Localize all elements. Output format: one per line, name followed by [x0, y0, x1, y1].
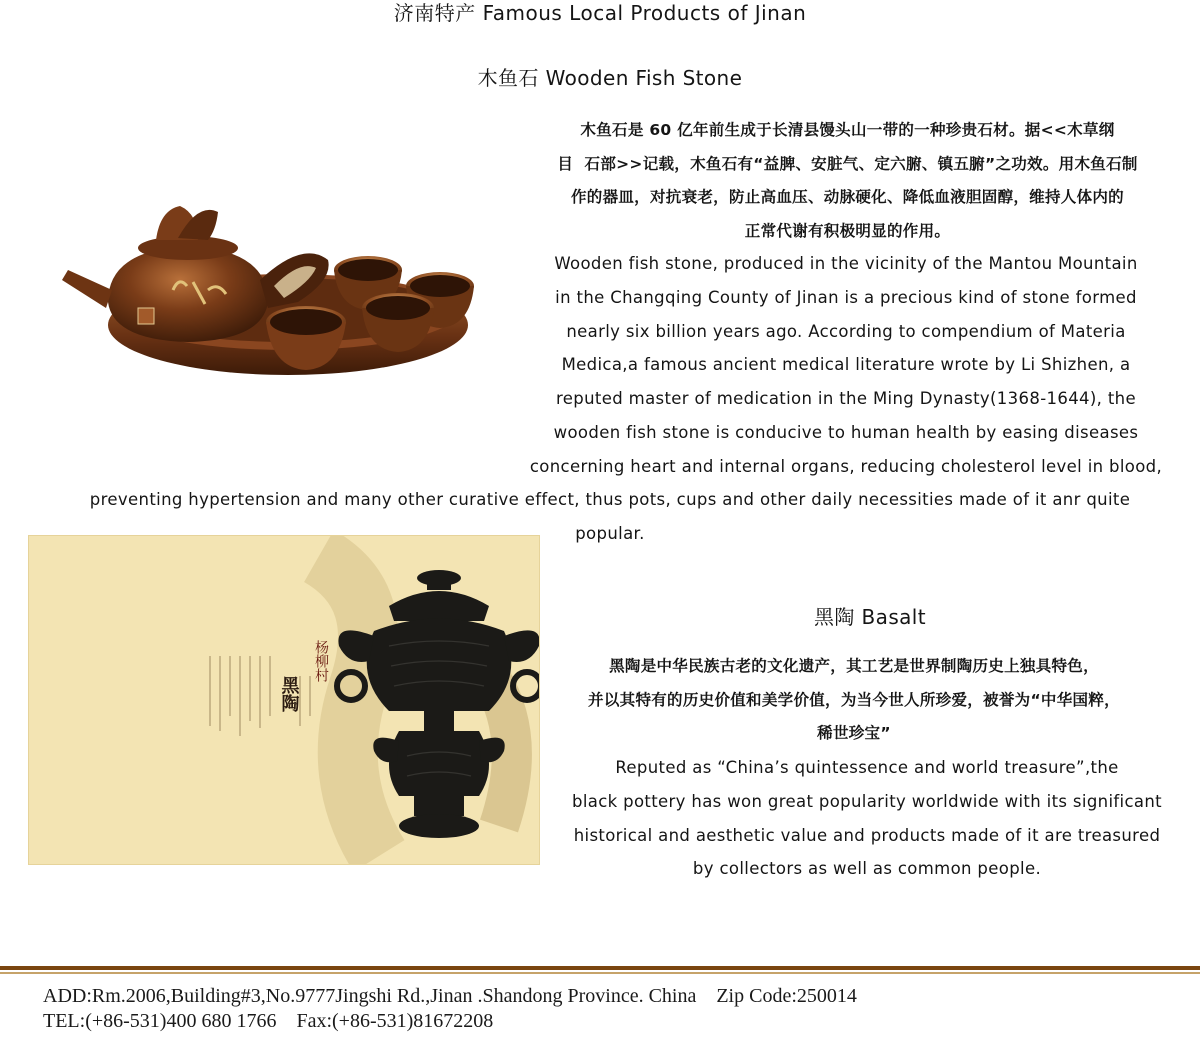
- text-line: 稀世珍宝”: [817, 724, 891, 742]
- wooden-fish-stone-chinese-text: [515, 114, 1180, 248]
- calligraphy-heiyao-text: 黑陶: [278, 676, 300, 712]
- text-line: historical and aesthetic value and products made of it are treasured: [573, 825, 1161, 845]
- text-line: 黑陶是中华民族古老的文化遗产，其工艺是世界制陶历史上独具特色，: [609, 657, 1099, 675]
- text-line: 目 石部>>记载，木鱼石有“益脾、安脏气、定六腑、镇五腑”之功效。用木鱼石制: [557, 154, 1138, 173]
- footer-divider: [0, 966, 1200, 970]
- basalt-pottery-image: [28, 535, 540, 865]
- text-line: 作的器皿，对抗衰老，防止高血压、动脉硬化、降低血液胆固醇，维持人体内的: [570, 188, 1124, 206]
- section-title-basalt: 黑陶 Basalt: [813, 605, 926, 629]
- basalt-english-text: [553, 751, 1181, 886]
- calligraphy-stamp-text: 杨柳村: [313, 640, 329, 682]
- text-line: popular.: [575, 523, 645, 543]
- wooden-fish-stone-teaset-image: [48, 190, 478, 390]
- footer-contact: TEL:(+86-531)400 680 1766 Fax:(+86-531)81672208: [43, 1010, 494, 1032]
- text-line: black pottery has won great popularity worldwide with its significant: [572, 791, 1162, 811]
- text-line: in the Changqing County of Jinan is a precious kind of stone formed: [555, 287, 1137, 307]
- text-line: 并以其特有的历史价值和美学价值，为当今世人所珍爱，被誉为“中华国粹，: [588, 690, 1120, 709]
- text-line: Wooden fish stone, produced in the vicinity of the Mantou Mountain: [554, 254, 1138, 273]
- footer-address: ADD:Rm.2006,Building#3,No.9777Jingshi Rd.,Jinan .Shandong Province. China Zip Code:250014: [43, 985, 857, 1007]
- text-line: Reputed as “China’s quintessence and world treasure”,the: [615, 758, 1119, 777]
- text-line: concerning heart and internal organs, reducing cholesterol level in blood,: [529, 456, 1163, 476]
- text-line: nearly six billion years ago. According to compendium of Materia: [566, 321, 1126, 341]
- text-line: Medica,a famous ancient medical literature wrote by Li Shizhen, a: [561, 355, 1131, 375]
- page-title: 济南特产 Famous Local Products of Jinan: [393, 1, 807, 25]
- text-line: reputed master of medication in the Ming Dynasty(1368-1644), the: [556, 389, 1136, 409]
- text-line: 正常代谢有积极明显的作用。: [744, 221, 951, 240]
- text-line: wooden fish stone is conducive to human health by easing diseases: [553, 422, 1139, 442]
- text-line: preventing hypertension and many other curative effect, thus pots, cups and other daily necessities made of it anr quite: [89, 490, 1131, 509]
- footer-divider-accent: [0, 972, 1200, 974]
- text-line: by collectors as well as common people.: [692, 859, 1042, 879]
- section-title-wooden-fish-stone: 木鱼石 Wooden Fish Stone: [477, 66, 743, 90]
- wooden-fish-stone-english-text: [512, 247, 1180, 484]
- basalt-chinese-text: [528, 650, 1180, 751]
- black-pottery-illustration: [29, 536, 540, 865]
- text-line: 木鱼石是 60 亿年前生成于长清县馒头山一带的一种珍贵石材。据<<木草纲: [580, 121, 1115, 139]
